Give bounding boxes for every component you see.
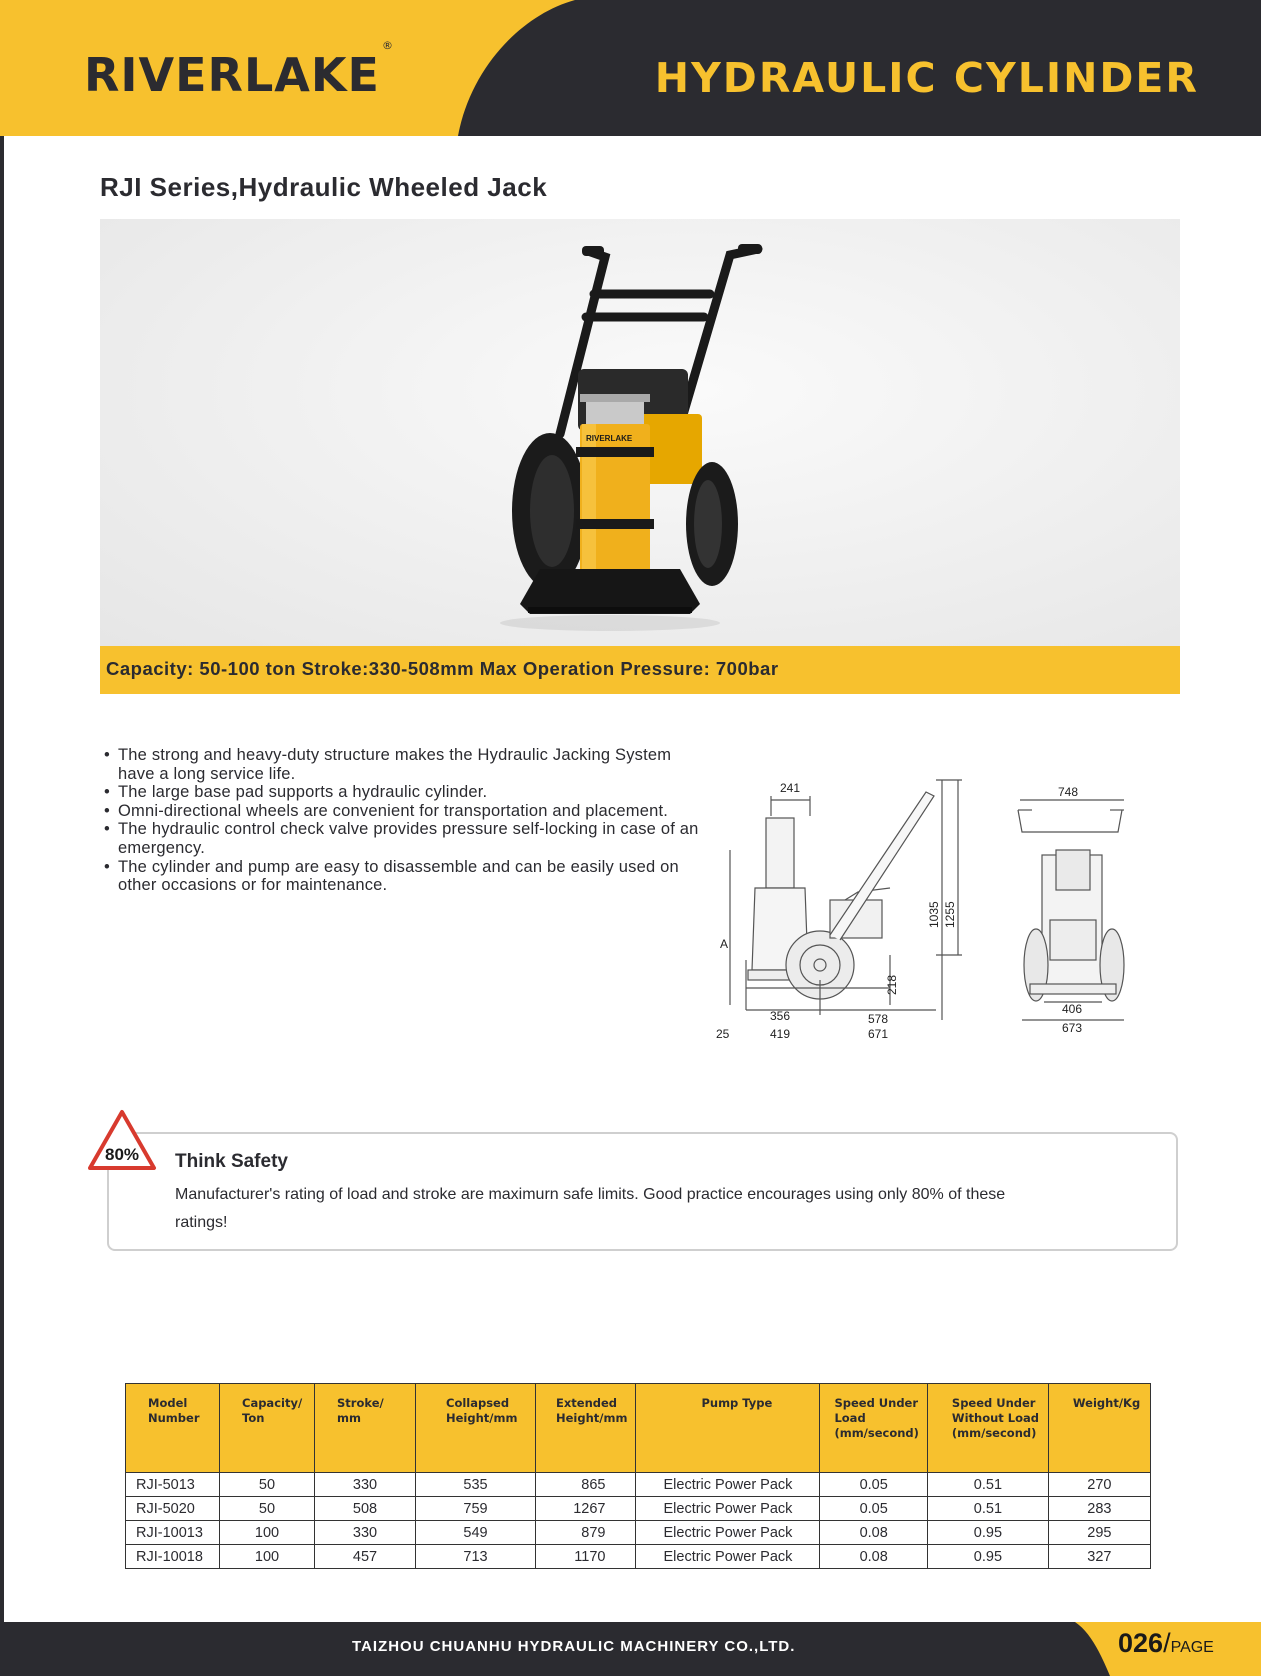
dim-label: 1035 (927, 901, 941, 928)
safety-text: Manufacturer's rating of load and stroke are maximurn safe limits. Good practice encourages using only 80% of these ratings! (175, 1186, 1006, 1231)
table-header-row (126, 1384, 1151, 1473)
wheeled-jack-image (100, 219, 1180, 646)
table-header: Speed Under Load (mm/second) (820, 1384, 927, 1473)
table-header: Extended Height/mm (536, 1384, 636, 1473)
table-row (126, 1545, 1151, 1569)
dim-label: 671 (868, 1027, 889, 1041)
dim-label: 406 (1062, 1002, 1083, 1016)
dim-label: 578 (868, 1012, 889, 1026)
page-number: 026/PAGE (1118, 1628, 1214, 1658)
table-cell: 1170 (536, 1545, 636, 1569)
feature-item: • The cylinder and pump are easy to disassemble and can be easily used on other occasions or for maintenance. (104, 857, 679, 895)
table-cell: 549 (416, 1521, 536, 1545)
dim-label: 25 (716, 1027, 730, 1041)
page-left-border (0, 0, 4, 1676)
table-cell: 713 (416, 1545, 536, 1569)
table-row (126, 1521, 1151, 1545)
dim-label: 748 (1058, 785, 1079, 799)
table-cell: Electric Power Pack (636, 1497, 820, 1521)
table-cell: 508 (315, 1497, 416, 1521)
table-cell: 100 (220, 1521, 315, 1545)
feature-list (104, 746, 704, 895)
product-title: RJI Series,Hydraulic Wheeled Jack (100, 172, 548, 202)
table-cell: 1267 (536, 1497, 636, 1521)
table-cell: 0.51 (927, 1497, 1048, 1521)
table-cell: 330 (315, 1521, 416, 1545)
table-cell: 457 (315, 1545, 416, 1569)
table-cell: 50 (220, 1473, 315, 1497)
dim-label: 1255 (943, 901, 957, 928)
table-header: Capacity/ Ton (220, 1384, 315, 1473)
dimension-drawing (700, 770, 1200, 1100)
spec-summary-bar: Capacity: 50-100 ton Stroke:330-508mm Max Operation Pressure: 700bar (100, 646, 1180, 694)
table-row (126, 1473, 1151, 1497)
table-cell: 0.95 (927, 1521, 1048, 1545)
table-cell: 283 (1048, 1497, 1150, 1521)
brand-logo: RIVERLAKE® (84, 38, 394, 102)
table-cell: RJI-5013 (126, 1473, 220, 1497)
table-cell: 0.95 (927, 1545, 1048, 1569)
dim-label: 356 (770, 1009, 791, 1023)
dim-label: A (720, 937, 729, 951)
table-header: Collapsed Height/mm (416, 1384, 536, 1473)
table-cell: 0.05 (820, 1473, 927, 1497)
dim-label: 218 (885, 974, 899, 995)
table-cell: 879 (536, 1521, 636, 1545)
spec-table (125, 1383, 1151, 1569)
dim-label: 241 (780, 781, 801, 795)
feature-item: • The hydraulic control check valve provides pressure self-locking in case of an emergency. (104, 820, 699, 857)
table-cell: 535 (416, 1473, 536, 1497)
table-header: Speed Under Without Load (mm/second) (927, 1384, 1048, 1473)
feature-item: • The strong and heavy-duty structure makes the Hydraulic Jacking System have a long service life. (104, 746, 672, 783)
table-cell: RJI-10018 (126, 1545, 220, 1569)
table-cell: RJI-5020 (126, 1497, 220, 1521)
table-cell: 270 (1048, 1473, 1150, 1497)
table-cell: 0.08 (820, 1545, 927, 1569)
table-cell: Electric Power Pack (636, 1545, 820, 1569)
table-header: Weight/Kg (1048, 1384, 1150, 1473)
dim-label: 673 (1062, 1021, 1083, 1035)
table-cell: 327 (1048, 1545, 1150, 1569)
header-title: HYDRAULIC CYLINDER (654, 54, 1199, 102)
safety-title: Think Safety (175, 1151, 288, 1172)
dim-label: 419 (770, 1027, 791, 1041)
table-cell: 0.51 (927, 1473, 1048, 1497)
table-cell: 295 (1048, 1521, 1150, 1545)
table-cell: RJI-10013 (126, 1521, 220, 1545)
product-photo (100, 219, 1180, 646)
table-header: Pump Type (636, 1384, 820, 1473)
table-header: Model Number (126, 1384, 220, 1473)
feature-item: • Omni-directional wheels are convenient for transportation and placement. (104, 801, 669, 820)
cylinder-brand-label: RIVERLAKE (586, 434, 633, 443)
table-cell: 0.05 (820, 1497, 927, 1521)
feature-item: • The large base pad supports a hydraulic cylinder. (104, 783, 488, 802)
table-header: Stroke/ mm (315, 1384, 416, 1473)
table-cell: Electric Power Pack (636, 1473, 820, 1497)
footer-company: TAIZHOU CHUANHU HYDRAULIC MACHINERY CO.,LTD. (352, 1638, 796, 1655)
table-cell: 100 (220, 1545, 315, 1569)
table-cell: 759 (416, 1497, 536, 1521)
safety-badge-label: 80% (104, 1145, 140, 1164)
table-cell: 330 (315, 1473, 416, 1497)
warning-triangle-icon (86, 1108, 158, 1172)
page-header (0, 0, 1261, 136)
table-cell: 50 (220, 1497, 315, 1521)
table-cell: Electric Power Pack (636, 1521, 820, 1545)
table-cell: 865 (536, 1473, 636, 1497)
table-row (126, 1497, 1151, 1521)
table-cell: 0.08 (820, 1521, 927, 1545)
